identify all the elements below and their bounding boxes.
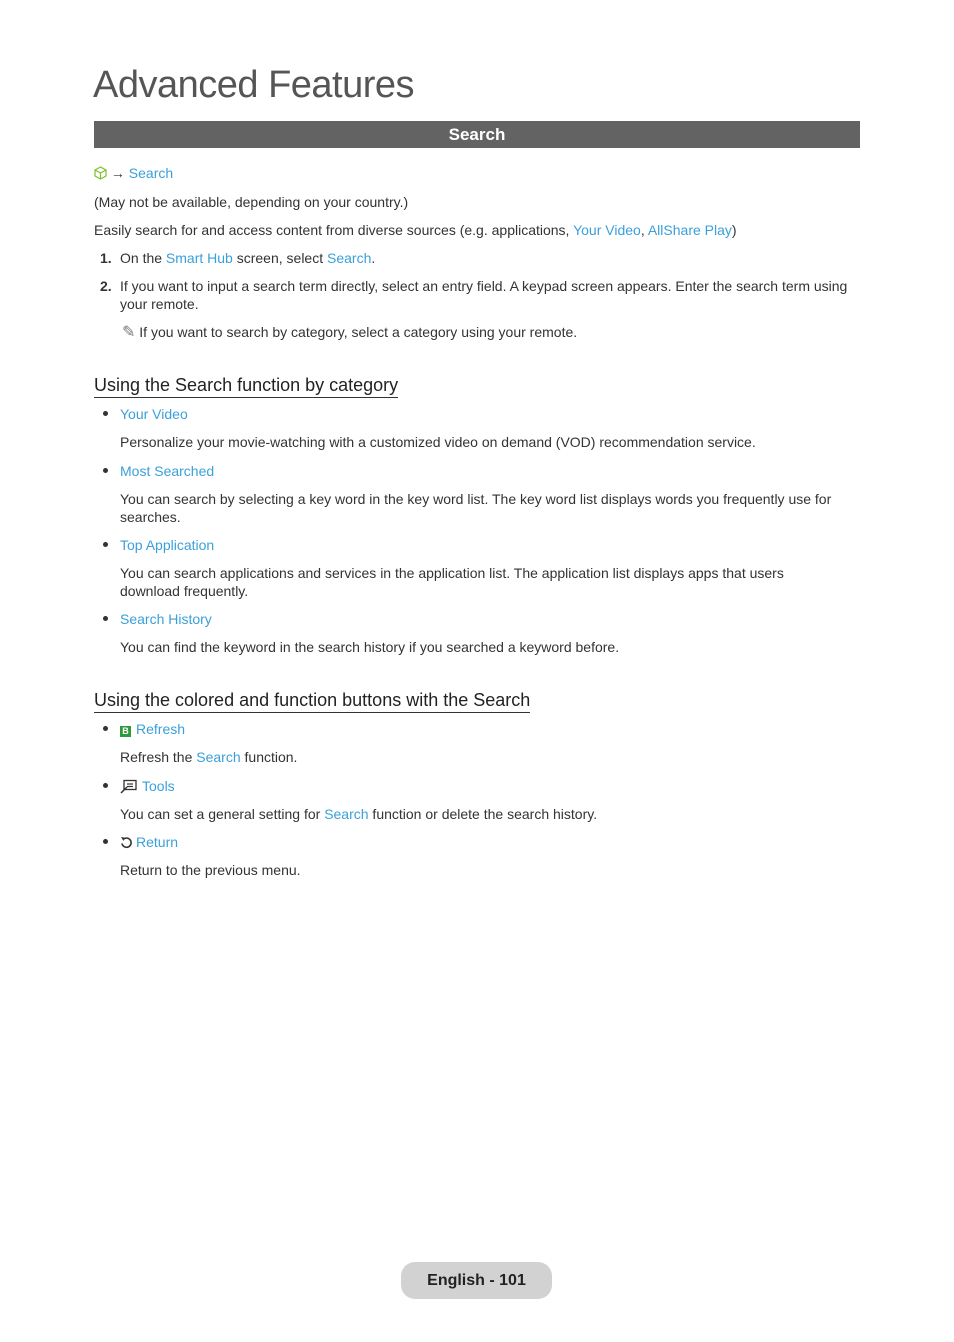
intro-prefix: Easily search for and access content from diverse sources (e.g. applications,: [94, 222, 574, 238]
b-button-icon: B: [120, 726, 131, 737]
pencil-icon: ✎: [122, 324, 136, 341]
page-number-badge: English - 101: [401, 1262, 552, 1299]
category-label[interactable]: Your Video: [120, 406, 188, 422]
note-text: If you want to search by category, select a category using your remote.: [139, 324, 578, 340]
tools-icon: [120, 779, 138, 798]
link-smart-hub[interactable]: Smart Hub: [165, 250, 233, 266]
bullet-icon: [103, 411, 108, 416]
category-desc: You can search by selecting a key word in the key word list. The key word list displays words you frequently use for searches.: [120, 491, 832, 525]
tools-desc: [120, 805, 860, 823]
link-allshare-play[interactable]: AllShare Play: [647, 222, 732, 238]
category-desc: You can find the keyword in the search history if you searched a keyword before.: [120, 639, 620, 655]
step-number: 1.: [100, 250, 112, 266]
refresh-desc-suffix: function.: [240, 749, 298, 765]
button-tools: [120, 777, 860, 798]
note: [122, 323, 577, 342]
category-desc: You can search applications and services in the application list. The application list displays apps that users download frequently.: [120, 565, 784, 599]
bullet-icon: [103, 468, 108, 473]
section-heading-category: Using the Search function by category: [94, 374, 398, 398]
section-title-bar: Search: [94, 121, 860, 148]
return-desc: Return to the previous menu.: [120, 862, 301, 878]
category-your-video: [120, 405, 860, 423]
bullet-icon: [103, 542, 108, 547]
link-your-video[interactable]: Your Video: [573, 222, 641, 238]
bullet-icon: [103, 839, 108, 844]
intro-sep: ,: [640, 222, 648, 238]
step-1-prefix: On the: [120, 250, 166, 266]
refresh-desc: [120, 748, 860, 766]
tools-desc-suffix: function or delete the search history.: [368, 806, 598, 822]
button-refresh: [120, 720, 860, 738]
step-1-text: [120, 249, 860, 267]
tools-label[interactable]: Tools: [142, 778, 175, 794]
category-label[interactable]: Search History: [120, 611, 212, 627]
smart-hub-icon: [94, 166, 107, 184]
category-search-history: [120, 610, 860, 628]
tools-desc-prefix: You can set a general setting for: [120, 806, 325, 822]
link-search[interactable]: Search: [327, 250, 372, 266]
refresh-desc-prefix: Refresh the: [120, 749, 197, 765]
availability-note: (May not be available, depending on your country.): [94, 194, 409, 210]
link-search[interactable]: Search: [196, 749, 241, 765]
step-1-suffix: .: [371, 250, 376, 266]
step-2-text: If you want to input a search term directly, select an entry field. A keypad screen appears. Enter the search term using your remote.: [120, 278, 848, 312]
return-label[interactable]: Return: [136, 834, 179, 850]
category-label[interactable]: Top Application: [120, 537, 215, 553]
refresh-label[interactable]: Refresh: [136, 721, 186, 737]
bullet-icon: [103, 616, 108, 621]
button-return: [120, 833, 860, 853]
category-desc: Personalize your movie-watching with a customized video on demand (VOD) recommendation service.: [120, 434, 756, 450]
return-icon: [120, 835, 133, 853]
path-search-link[interactable]: Search: [128, 165, 174, 181]
step-number: 2.: [100, 278, 112, 294]
path-arrow: →: [110, 165, 125, 181]
intro-suffix: ): [731, 222, 737, 238]
link-search[interactable]: Search: [324, 806, 369, 822]
section-heading-buttons: Using the colored and function buttons with the Search: [94, 689, 530, 713]
category-most-searched: [120, 462, 860, 480]
category-label[interactable]: Most Searched: [120, 463, 215, 479]
page-title: Advanced Features: [93, 64, 415, 106]
menu-path: [94, 164, 173, 184]
bullet-icon: [103, 726, 108, 731]
category-top-application: [120, 536, 860, 554]
step-1-middle: screen, select: [232, 250, 327, 266]
intro-description: [94, 221, 737, 239]
bullet-icon: [103, 783, 108, 788]
